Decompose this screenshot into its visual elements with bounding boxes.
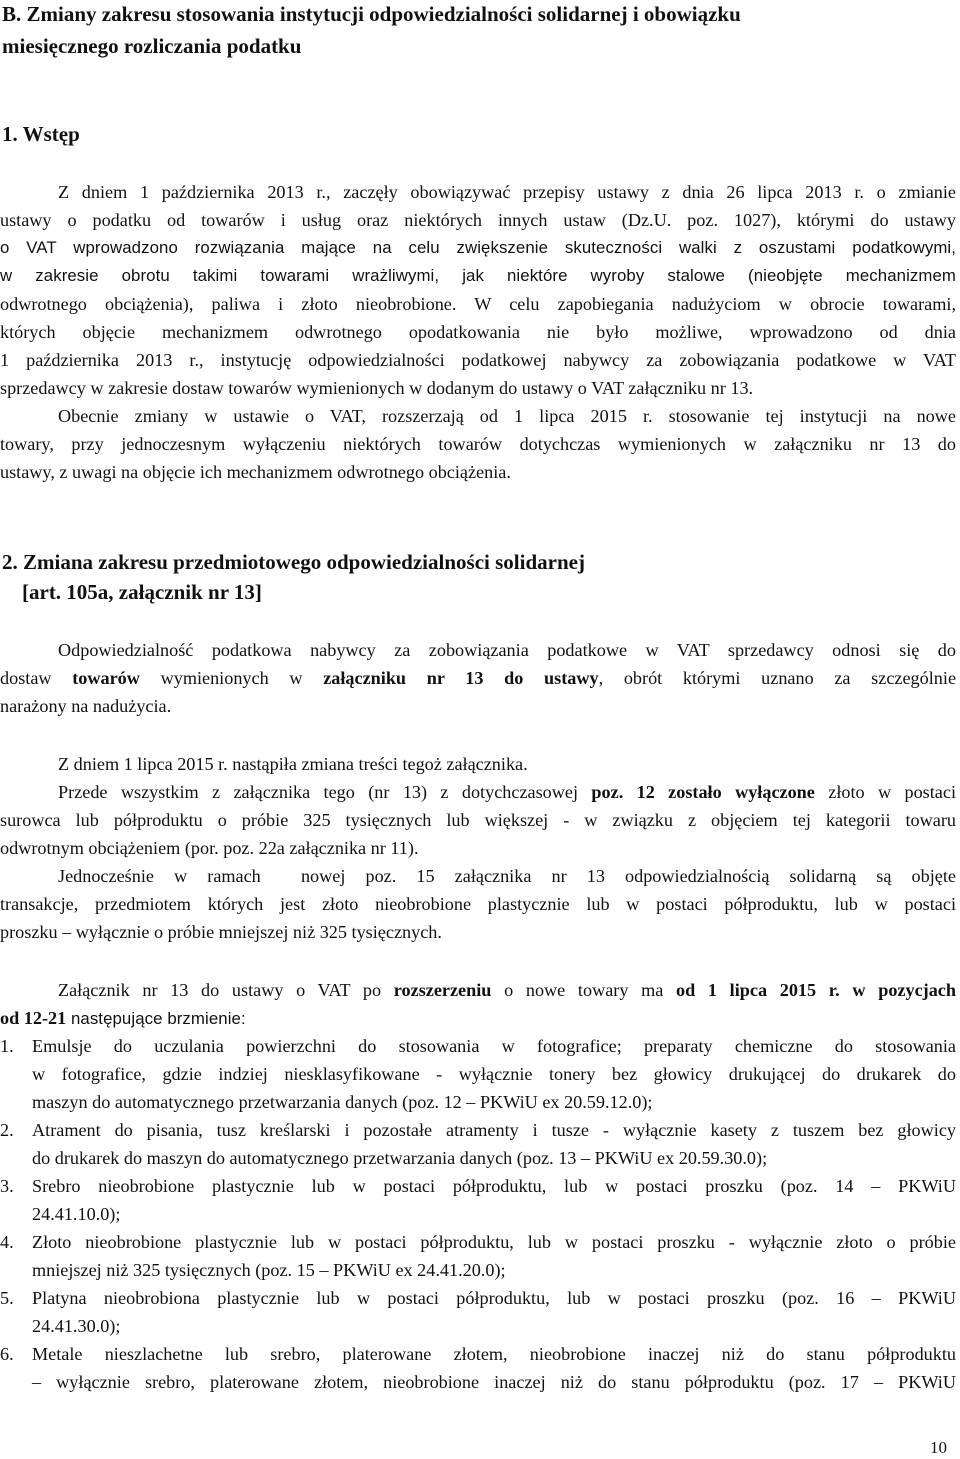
list-item-line: Emulsje do uczulania powierzchni do stosowania w fotografice; preparaty chemiczne do stosowania bbox=[32, 1036, 956, 1056]
paragraph-line: odwrotnego obciążenia), paliwa i złoto nieobrobione. W celu zapobiegania nadużyciom w obrocie towarami, bbox=[0, 294, 956, 314]
paragraph-line: Załącznik nr 13 do ustawy o VAT po rozszerzeniu o nowe towary ma od 1 lipca 2015 r. w pozycjach bbox=[58, 980, 956, 1000]
paragraph-line: towary, przy jednoczesnym wyłączeniu niektórych towarów dotychczas wymienionych w załączniku nr 13 do bbox=[0, 434, 956, 454]
list-item-line: 24.41.10.0); bbox=[32, 1204, 121, 1224]
list-number: 2. bbox=[0, 1120, 14, 1140]
paragraph-line: ustawy, z uwagi na objęcie ich mechanizmem odwrotnego obciążenia. bbox=[0, 462, 511, 482]
paragraph-line: o VAT wprowadzono rozwiązania mające na celu zwiększenie skuteczności walki z oszustami podatkowymi, bbox=[0, 238, 956, 257]
section-2-title-line-1: 2. Zmiana zakresu przedmiotowego odpowiedzialności solidarnej bbox=[2, 550, 585, 574]
page-number: 10 bbox=[930, 1438, 947, 1457]
list-item-line: Atrament do pisania, tusz kreślarski i pozostałe atramenty i tusze - wyłącznie kasety z tuszem bez głowicy bbox=[32, 1120, 956, 1140]
paragraph-line: odwrotnym obciążeniem (por. poz. 22a załącznika nr 11). bbox=[0, 838, 419, 858]
list-item-line: 24.41.30.0); bbox=[32, 1316, 121, 1336]
paragraph-line: Z dniem 1 października 2013 r., zaczęły obowiązywać przepisy ustawy z dnia 26 lipca 2013 r. o zmianie bbox=[58, 182, 956, 202]
section-2-title-line-2: [art. 105a, załącznik nr 13] bbox=[22, 580, 262, 604]
paragraph-line: proszku – wyłącznie o próbie mniejszej niż 325 tysięcznych. bbox=[0, 922, 442, 942]
list-item-line: mniejszej niż 325 tysięcznych (poz. 15 – PKWiU ex 24.41.20.0); bbox=[32, 1260, 506, 1280]
paragraph-line: transakcje, przedmiotem których jest złoto nieobrobione plastycznie lub w postaci półproduktu, lub w postaci bbox=[0, 894, 956, 914]
list-item-line: w fotografice, gdzie indziej niesklasyfikowane - wyłącznie tonery bez głowicy drukującej do drukarek do bbox=[32, 1064, 956, 1084]
paragraph-line: Obecnie zmiany w ustawie o VAT, rozszerzają od 1 lipca 2015 r. stosowanie tej instytucji na nowe bbox=[58, 406, 956, 426]
heading-line-1: B. Zmiany zakresu stosowania instytucji odpowiedzialności solidarnej i obowiązku bbox=[2, 2, 741, 26]
paragraph-line: Z dniem 1 lipca 2015 r. nastąpiła zmiana treści tegoż załącznika. bbox=[58, 754, 528, 774]
paragraph-line: Jednocześnie w ramach nowej poz. 15 załącznika nr 13 odpowiedzialnością solidarną są objęte bbox=[58, 866, 956, 886]
paragraph-line: sprzedawcy w zakresie dostaw towarów wymienionych w dodanym do ustawy o VAT załączniku nr 13. bbox=[0, 378, 754, 398]
list-item-line: Metale nieszlachetne lub srebro, platerowane złotem, nieobrobione inaczej niż do stanu półproduktu bbox=[32, 1344, 956, 1364]
paragraph-line: których objęcie mechanizmem odwrotnego opodatkowania nie było możliwe, wprowadzono od dnia bbox=[0, 322, 956, 342]
list-item-line: – wyłącznie srebro, platerowane złotem, nieobrobione inaczej niż do stanu półproduktu (poz. 17 – PKWiU bbox=[32, 1372, 956, 1392]
list-item-line: do drukarek do maszyn do automatycznego przetwarzania danych (poz. 13 – PKWiU ex 20.59.30.0); bbox=[32, 1148, 768, 1168]
paragraph-line: od 12-21 następujące brzmienie: bbox=[0, 1008, 246, 1028]
paragraph-line: Przede wszystkim z załącznika tego (nr 13) z dotychczasowej poz. 12 zostało wyłączone złoto w postaci bbox=[58, 782, 956, 802]
paragraph-line: 1 października 2013 r., instytucję odpowiedzialności podatkowej nabywcy za zobowiązania podatkowe w VAT bbox=[0, 350, 956, 370]
list-number: 1. bbox=[0, 1036, 14, 1056]
list-item-line: Srebro nieobrobione plastycznie lub w postaci półproduktu, lub w postaci proszku (poz. 14 – PKWiU bbox=[32, 1176, 956, 1196]
list-number: 5. bbox=[0, 1288, 14, 1308]
list-item-line: Platyna nieobrobiona plastycznie lub w postaci półproduktu, lub w postaci proszku (poz. 16 – PKWiU bbox=[32, 1288, 956, 1308]
paragraph-line: narażony na nadużycia. bbox=[0, 696, 172, 716]
paragraph-line: dostaw towarów wymienionych w załączniku nr 13 do ustawy, obrót którymi uznano za szczególnie bbox=[0, 668, 957, 688]
paragraph-line: surowca lub półproduktu o próbie 325 tysięcznych lub większej - w związku z objęciem tej kategorii towaru bbox=[0, 810, 956, 830]
paragraph-line: Odpowiedzialność podatkowa nabywcy za zobowiązania podatkowe w VAT sprzedawcy odnosi się do bbox=[58, 640, 956, 660]
paragraph-line: ustawy o podatku od towarów i usług oraz niektórych innych ustaw (Dz.U. poz. 1027), którymi do ustawy bbox=[0, 210, 956, 230]
list-item-line: Złoto nieobrobione plastycznie lub w postaci półproduktu, lub w postaci proszku - wyłącznie złoto o próbie bbox=[32, 1232, 956, 1252]
paragraph-line: w zakresie obrotu takimi towarami wrażliwymi, jak niektóre wyroby stalowe (nieobjęte mechanizmem bbox=[0, 266, 956, 285]
section-1-title: 1. Wstęp bbox=[2, 122, 80, 146]
list-number: 6. bbox=[0, 1344, 14, 1364]
list-number: 3. bbox=[0, 1176, 14, 1196]
list-item-line: maszyn do automatycznego przetwarzania danych (poz. 12 – PKWiU ex 20.59.12.0); bbox=[32, 1092, 653, 1112]
list-number: 4. bbox=[0, 1232, 14, 1252]
heading-line-2: miesięcznego rozliczania podatku bbox=[2, 34, 302, 58]
